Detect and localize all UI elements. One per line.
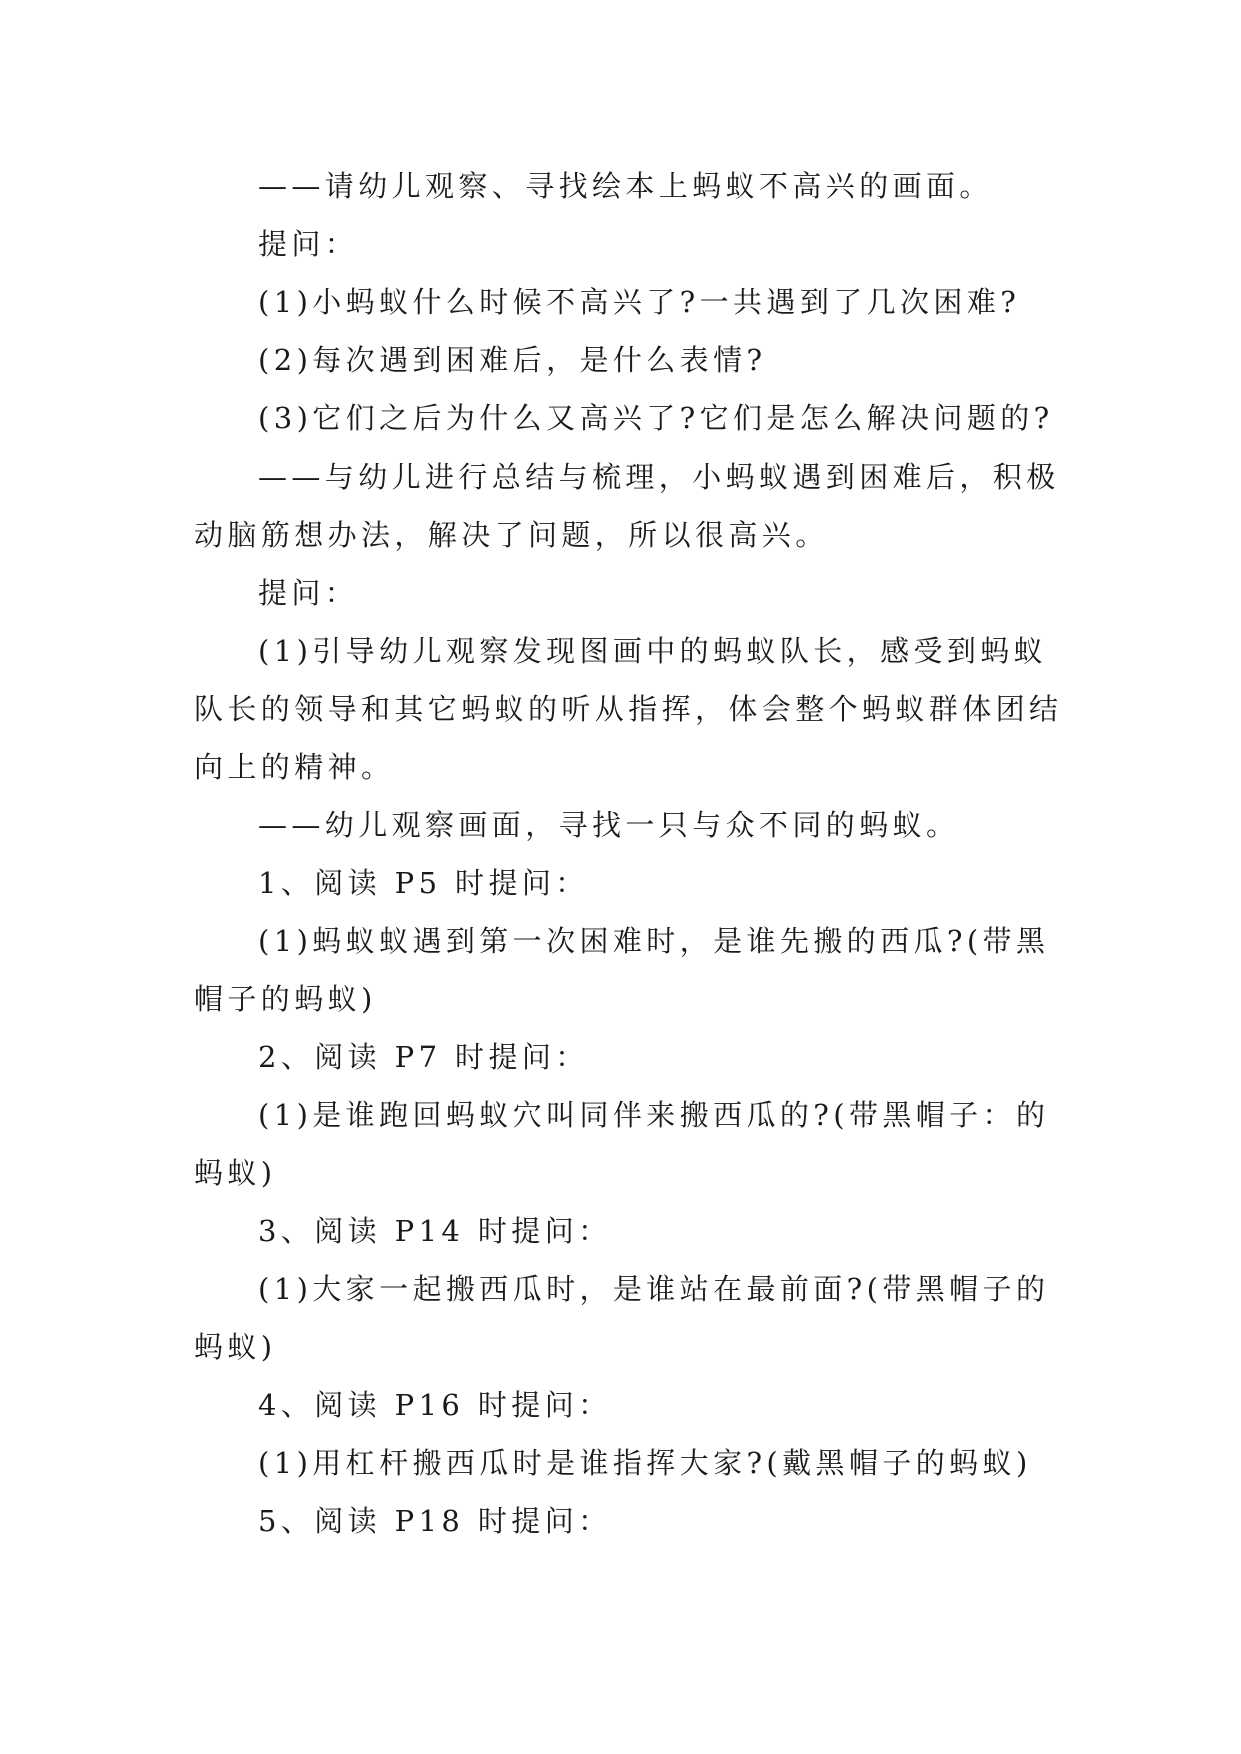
paragraph-line-13: 1、阅读 P5 时提问： xyxy=(258,866,589,900)
paragraph-line-20: (1)大家一起搬西瓜时，是谁站在最前面?(带黑帽子的 xyxy=(258,1272,1050,1306)
paragraph-line-16: 2、阅读 P7 时提问： xyxy=(258,1040,589,1074)
paragraph-line-1: ——请幼儿观察、寻找绘本上蚂蚁不高兴的画面。 xyxy=(258,169,993,203)
paragraph-line-18: 蚂蚁) xyxy=(194,1156,277,1190)
paragraph-line-9: (1)引导幼儿观察发现图画中的蚂蚁队长，感受到蚂蚁 xyxy=(258,634,1048,668)
paragraph-line-15: 帽子的蚂蚁) xyxy=(194,982,377,1016)
paragraph-line-3: (1)小蚂蚁什么时候不高兴了?一共遇到了几次困难? xyxy=(258,285,1021,319)
paragraph-line-4: (2)每次遇到困难后，是什么表情? xyxy=(258,343,767,377)
paragraph-line-5: (3)它们之后为什么又高兴了?它们是怎么解决问题的? xyxy=(258,401,1054,435)
paragraph-line-22: 4、阅读 P16 时提问： xyxy=(258,1388,612,1422)
paragraph-line-21: 蚂蚁) xyxy=(194,1330,277,1364)
paragraph-line-19: 3、阅读 P14 时提问： xyxy=(258,1214,612,1248)
paragraph-line-14: (1)蚂蚁蚁遇到第一次困难时，是谁先搬的西瓜?(带黑 xyxy=(258,924,1050,958)
paragraph-line-12: ——幼儿观察画面，寻找一只与众不同的蚂蚁。 xyxy=(258,808,960,842)
paragraph-line-8: 提问： xyxy=(258,576,359,610)
paragraph-line-10: 队长的领导和其它蚂蚁的听从指挥，体会整个蚂蚁群体团结 xyxy=(194,692,1063,726)
paragraph-line-24: 5、阅读 P18 时提问： xyxy=(258,1504,612,1538)
paragraph-line-23: (1)用杠杆搬西瓜时是谁指挥大家?(戴黑帽子的蚂蚁) xyxy=(258,1446,1032,1480)
paragraph-line-7: 动脑筋想办法，解决了问题，所以很高兴。 xyxy=(194,518,829,552)
paragraph-line-17: (1)是谁跑回蚂蚁穴叫同伴来搬西瓜的?(带黑帽子：的 xyxy=(258,1098,1050,1132)
paragraph-line-2: 提问： xyxy=(258,227,359,261)
paragraph-line-6: ——与幼儿进行总结与梳理，小蚂蚁遇到困难后，积极 xyxy=(258,460,1060,494)
paragraph-line-11: 向上的精神。 xyxy=(194,750,395,784)
